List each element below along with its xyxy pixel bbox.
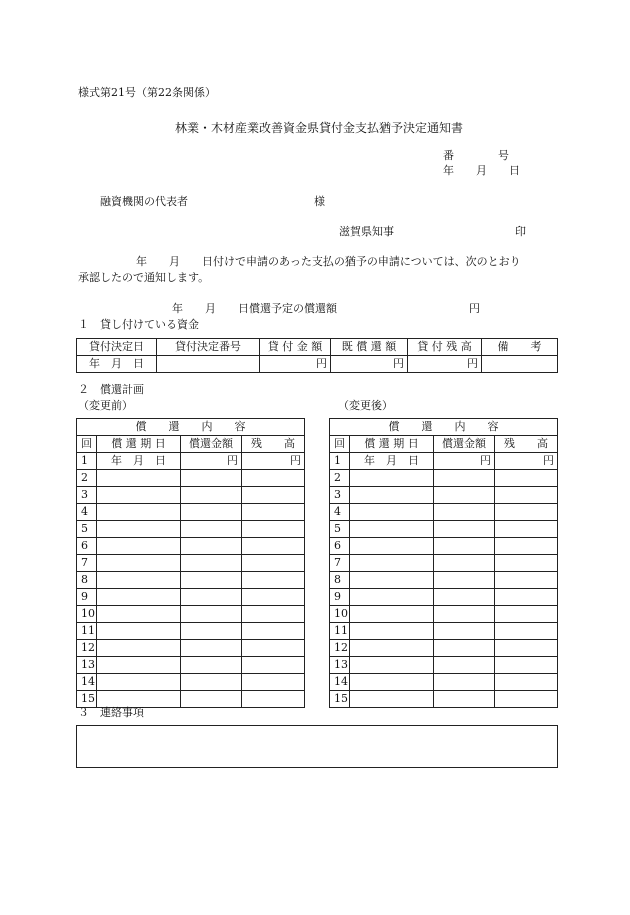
plan-before-row-number: 4 [77, 504, 97, 521]
plan-after-row-balance [495, 555, 558, 572]
table-row [77, 589, 305, 606]
plan-after-row-amount [434, 555, 495, 572]
plan-before-row-number: 15 [77, 691, 97, 708]
loan-header-remarks: 備 考 [482, 339, 558, 356]
loan-funds-table [76, 338, 558, 373]
plan-after-row-amount [434, 538, 495, 555]
plan-before-row-number: 9 [77, 589, 97, 606]
table-row [330, 555, 558, 572]
loan-cell-amount: 円 [260, 356, 331, 373]
plan-after-row-date [350, 640, 434, 657]
plan-before-row-number: 13 [77, 657, 97, 674]
plan-after-row-amount [434, 623, 495, 640]
plan-before-row-number: 10 [77, 606, 97, 623]
plan-after-row-amount: 円 [434, 453, 495, 470]
plan-after-row-number: 15 [330, 691, 350, 708]
plan-before-row-amount: 円 [181, 453, 242, 470]
after-change-label: （変更後） [338, 399, 393, 412]
plan-before-row-amount [181, 555, 242, 572]
plan-after-row-date [350, 470, 434, 487]
plan-after-row-amount [434, 640, 495, 657]
loan-cell-repaid: 円 [331, 356, 408, 373]
table-row [77, 453, 305, 470]
table-row [330, 572, 558, 589]
loan-cell-decision-number [157, 356, 260, 373]
plan-before-row-date [97, 487, 181, 504]
plan-after-row-number: 9 [330, 589, 350, 606]
plan-before-row-date [97, 674, 181, 691]
plan-after-row-balance [495, 487, 558, 504]
plan-before-header-due-date: 償 還 期 日 [97, 436, 181, 453]
table-row [330, 487, 558, 504]
plan-after-row-number: 1 [330, 453, 350, 470]
plan-after-row-amount [434, 470, 495, 487]
plan-after-row-date [350, 521, 434, 538]
plan-after-row-number: 6 [330, 538, 350, 555]
plan-before-row-balance: 円 [242, 453, 305, 470]
before-change-label: （変更前） [78, 399, 133, 412]
plan-before-row-balance [242, 504, 305, 521]
table-row [330, 657, 558, 674]
repayment-due-unit: 円 [469, 302, 480, 315]
table-row [330, 470, 558, 487]
loan-header-decision-number: 貸付決定番号 [157, 339, 260, 356]
table-row [330, 589, 558, 606]
plan-before-row-number: 3 [77, 487, 97, 504]
plan-after-header-due-date: 償 還 期 日 [350, 436, 434, 453]
plan-before-row-amount [181, 487, 242, 504]
plan-after-row-balance [495, 640, 558, 657]
table-row [77, 572, 305, 589]
addressee-label: 融資機関の代表者 [100, 195, 188, 208]
plan-before-row-balance [242, 572, 305, 589]
plan-after-group-header-row [330, 419, 558, 436]
document-date-label: 年 月 日 [443, 164, 520, 177]
loan-cell-decision-date: 年 月 日 [77, 356, 157, 373]
plan-before-row-number: 5 [77, 521, 97, 538]
plan-before-row-number: 11 [77, 623, 97, 640]
plan-after-row-amount [434, 572, 495, 589]
plan-after-row-date [350, 589, 434, 606]
plan-before-row-balance [242, 623, 305, 640]
plan-before-row-date [97, 521, 181, 538]
plan-before-row-balance [242, 674, 305, 691]
plan-before-group-header-row [77, 419, 305, 436]
plan-after-header-balance: 残 高 [495, 436, 558, 453]
plan-after-row-number: 8 [330, 572, 350, 589]
plan-before-row-amount [181, 572, 242, 589]
plan-before-row-date [97, 589, 181, 606]
plan-after-row-date [350, 657, 434, 674]
contact-notes-box[interactable] [76, 725, 558, 768]
plan-after-row-balance [495, 691, 558, 708]
plan-before-row-number: 6 [77, 538, 97, 555]
plan-after-row-amount [434, 606, 495, 623]
plan-before-row-date [97, 504, 181, 521]
plan-after-row-balance [495, 470, 558, 487]
plan-after-row-amount [434, 521, 495, 538]
plan-after-row-date [350, 674, 434, 691]
table-row [77, 623, 305, 640]
plan-after-header-amount: 償還金額 [434, 436, 495, 453]
plan-before-row-number: 8 [77, 572, 97, 589]
plan-after-row-number: 10 [330, 606, 350, 623]
plan-before-row-amount [181, 623, 242, 640]
plan-after-row-balance [495, 589, 558, 606]
plan-after-row-balance [495, 521, 558, 538]
plan-after-row-date [350, 538, 434, 555]
loan-header-balance: 貸 付 残 高 [408, 339, 482, 356]
table-row [77, 538, 305, 555]
plan-before-row-amount [181, 521, 242, 538]
plan-before-row-amount [181, 606, 242, 623]
table-row [77, 487, 305, 504]
plan-before-row-date [97, 538, 181, 555]
plan-after-group-header: 償 還 内 容 [330, 419, 558, 436]
plan-before-row-balance [242, 555, 305, 572]
plan-before-group-header: 償 還 内 容 [77, 419, 305, 436]
table-row [77, 555, 305, 572]
plan-before-row-amount [181, 504, 242, 521]
plan-before-row-date [97, 623, 181, 640]
document-number-label: 番 号 [443, 149, 509, 162]
plan-before-row-balance [242, 521, 305, 538]
table-row [330, 623, 558, 640]
loan-cell-balance: 円 [408, 356, 482, 373]
plan-after-row-number: 12 [330, 640, 350, 657]
plan-after-row-amount [434, 589, 495, 606]
loan-header-decision-date: 貸付決定日 [77, 339, 157, 356]
plan-before-row-number: 12 [77, 640, 97, 657]
plan-before-row-number: 14 [77, 674, 97, 691]
repayment-plan-before-table [76, 418, 305, 708]
plan-before-row-balance [242, 538, 305, 555]
table-row [77, 674, 305, 691]
table-row [330, 521, 558, 538]
plan-before-row-balance [242, 487, 305, 504]
plan-before-row-balance [242, 640, 305, 657]
plan-before-row-number: 2 [77, 470, 97, 487]
plan-after-row-date [350, 691, 434, 708]
plan-after-row-balance [495, 674, 558, 691]
plan-before-header-balance: 残 高 [242, 436, 305, 453]
plan-after-row-balance [495, 606, 558, 623]
body-text-line2: 承認したので通知します。 [78, 271, 210, 284]
section1-heading: １ 貸し付けている資金 [78, 318, 199, 331]
addressee-honorific: 様 [314, 195, 325, 208]
table-row [330, 453, 558, 470]
section2-heading: ２ 償還計画 [78, 383, 144, 396]
plan-before-row-amount [181, 640, 242, 657]
loan-header-repaid: 既 償 還 額 [331, 339, 408, 356]
table-row [330, 504, 558, 521]
repayment-due-label: 年 月 日償還予定の償還額 [172, 302, 337, 315]
plan-after-row-date [350, 555, 434, 572]
plan-after-row-number: 3 [330, 487, 350, 504]
plan-before-row-amount [181, 674, 242, 691]
plan-before-row-amount [181, 589, 242, 606]
plan-after-row-number: 14 [330, 674, 350, 691]
table-row [330, 674, 558, 691]
plan-after-row-date [350, 623, 434, 640]
plan-before-row-balance [242, 657, 305, 674]
plan-before-row-date [97, 691, 181, 708]
document-title: 林業・木材産業改善資金県貸付金支払猶予決定通知書 [175, 121, 464, 135]
plan-after-row-number: 7 [330, 555, 350, 572]
loan-header-amount: 貸 付 金 額 [260, 339, 331, 356]
plan-after-row-balance [495, 538, 558, 555]
plan-before-row-date [97, 657, 181, 674]
plan-before-row-number: 7 [77, 555, 97, 572]
plan-after-row-date [350, 487, 434, 504]
plan-before-row-date [97, 470, 181, 487]
plan-after-row-number: 11 [330, 623, 350, 640]
table-row [77, 521, 305, 538]
repayment-plan-after-table [329, 418, 558, 708]
plan-after-row-amount [434, 691, 495, 708]
plan-before-row-amount [181, 657, 242, 674]
table-row [330, 606, 558, 623]
plan-after-row-date [350, 504, 434, 521]
plan-after-row-balance [495, 504, 558, 521]
plan-after-row-number: 4 [330, 504, 350, 521]
plan-before-row-date [97, 640, 181, 657]
form-number: 様式第21号（第22条関係） [78, 86, 216, 99]
table-row [330, 691, 558, 708]
plan-after-row-balance: 円 [495, 453, 558, 470]
seal-mark: 印 [515, 225, 526, 238]
table-row [330, 640, 558, 657]
plan-before-row-balance [242, 691, 305, 708]
plan-before-row-balance [242, 470, 305, 487]
table-row [77, 470, 305, 487]
table-row [77, 504, 305, 521]
plan-before-row-balance [242, 589, 305, 606]
table-row [77, 640, 305, 657]
plan-after-row-date [350, 606, 434, 623]
plan-before-header-row [77, 436, 305, 453]
sender-label: 滋賀県知事 [339, 225, 394, 238]
plan-after-row-amount [434, 504, 495, 521]
plan-after-row-date [350, 572, 434, 589]
section3-heading: ３ 連絡事項 [78, 706, 144, 719]
plan-before-row-amount [181, 538, 242, 555]
plan-after-header-row [330, 436, 558, 453]
plan-after-header-count: 回 [330, 436, 350, 453]
loan-funds-header-row [77, 339, 558, 356]
table-row [77, 691, 305, 708]
plan-before-row-date [97, 555, 181, 572]
plan-after-row-amount [434, 657, 495, 674]
plan-before-header-count: 回 [77, 436, 97, 453]
plan-after-row-number: 2 [330, 470, 350, 487]
plan-after-row-number: 5 [330, 521, 350, 538]
plan-after-row-amount [434, 674, 495, 691]
plan-before-header-amount: 償還金額 [181, 436, 242, 453]
loan-funds-data-row [77, 356, 558, 373]
plan-before-row-balance [242, 606, 305, 623]
plan-before-row-date [97, 606, 181, 623]
table-row [77, 657, 305, 674]
plan-before-row-amount [181, 691, 242, 708]
plan-before-row-number: 1 [77, 453, 97, 470]
plan-before-row-amount [181, 470, 242, 487]
plan-after-row-amount [434, 487, 495, 504]
plan-after-row-date: 年 月 日 [350, 453, 434, 470]
plan-before-row-date [97, 572, 181, 589]
loan-cell-remarks [482, 356, 558, 373]
plan-after-row-balance [495, 657, 558, 674]
table-row [330, 538, 558, 555]
plan-after-row-balance [495, 623, 558, 640]
plan-after-row-number: 13 [330, 657, 350, 674]
plan-after-row-balance [495, 572, 558, 589]
body-text-line1: 年 月 日付けで申請のあった支払の猶予の申請については、次のとおり [136, 255, 521, 268]
table-row [77, 606, 305, 623]
plan-before-row-date: 年 月 日 [97, 453, 181, 470]
